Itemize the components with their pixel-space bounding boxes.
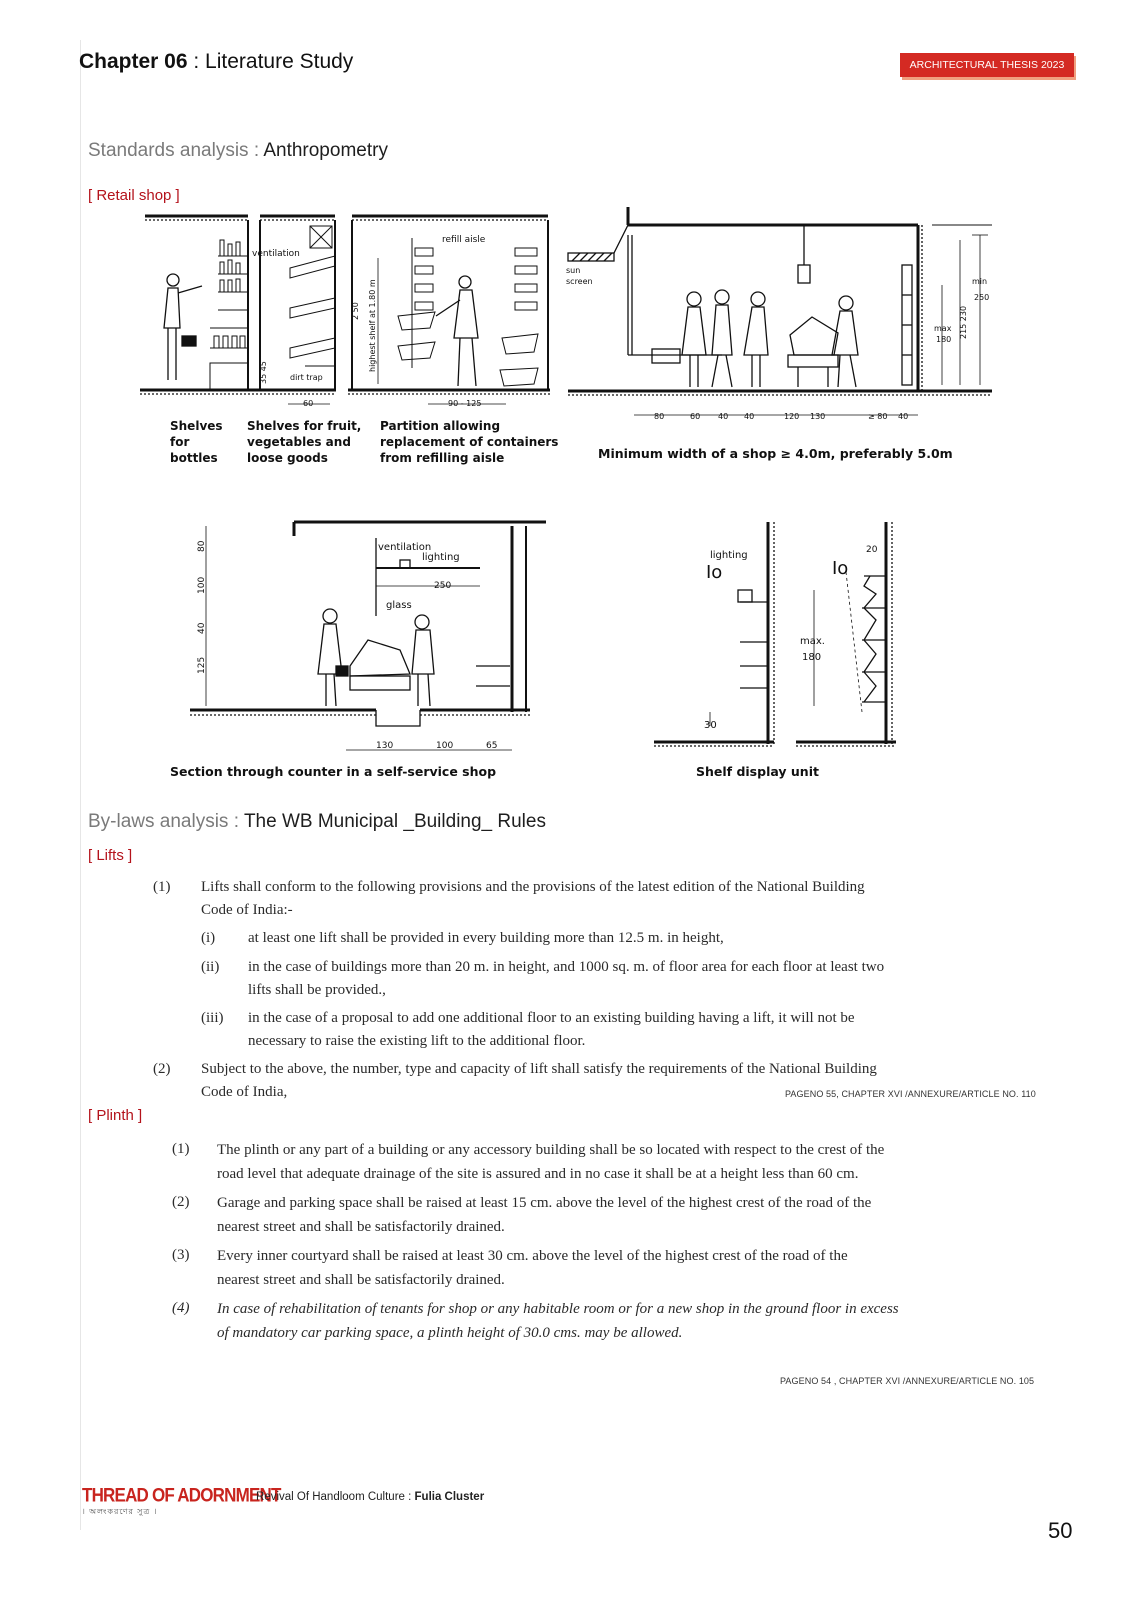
lift-line: Subject to the above, the number, type and capacity of lift shall satisfy the requirements of the National Building — [201, 1061, 877, 1077]
standards-heading — [88, 140, 388, 162]
chapter-title — [79, 50, 353, 74]
label-max-2: max. — [800, 636, 825, 647]
dim-180-2: 180 — [802, 652, 822, 663]
dim-top-4: 120 — [784, 412, 800, 421]
bylaws-label: By-laws analysis : — [88, 811, 244, 832]
page-number: 50 — [1048, 1518, 1073, 1543]
chapter-subtitle: : Literature Study — [187, 50, 354, 73]
dim-sv-0: 80 — [197, 540, 207, 552]
label-ventilation: ventilation — [252, 249, 300, 259]
lift-item — [248, 956, 983, 1002]
plinth-reference: PAGENO 54 , CHAPTER XVI /ANNEXURE/ARTICLE NO. 105 — [780, 1376, 1035, 1386]
label-refill-aisle: refill aisle — [442, 235, 486, 245]
lift-num: (ii) — [201, 959, 220, 975]
lift-line: Code of India, — [201, 1084, 288, 1100]
caption-line: vegetables and — [247, 435, 351, 449]
dim-sv-3: 125 — [197, 656, 207, 674]
lift-num: (i) — [201, 930, 216, 946]
lamp-icon: Io — [706, 562, 723, 583]
label-lighting-2: lighting — [710, 550, 748, 561]
plinth-line: The plinth or any part of a building or any accessory building shall be so located with respect to the crest of the — [217, 1142, 885, 1158]
plinth-line: road level that adequate drainage of the site is assured and in no case it shall be at a height less than 60 cm. — [217, 1166, 859, 1182]
label-max: max — [934, 324, 952, 333]
caption-line: Partition allowing — [380, 419, 501, 433]
lift-line: Lifts shall conform to the following provisions and the provisions of the latest edition of the National Building — [201, 879, 865, 895]
dim-250: 250 — [974, 293, 990, 302]
lifts-reference: PAGENO 55, CHAPTER XVI /ANNEXURE/ARTICLE NO. 110 — [785, 1089, 1036, 1099]
dim-20: 20 — [866, 545, 878, 555]
chapter-number: Chapter 06 — [79, 50, 188, 73]
retail-shop-tag: [ Retail shop ] — [88, 187, 180, 204]
shop-width-figure — [562, 205, 998, 435]
dim-90-125: 90 - 125 — [448, 399, 482, 408]
lift-line: at least one lift shall be provided in every building more than 12.5 m. in height, — [248, 930, 724, 946]
caption-line: from refilling aisle — [380, 451, 505, 465]
dim-215-230: 215 230 — [959, 305, 968, 339]
caption-shelves-fruit — [247, 418, 361, 466]
dim-2-50: 2 50 — [351, 302, 360, 320]
label-glass: glass — [386, 600, 412, 611]
bylaws-heading — [88, 811, 546, 833]
dim-250-2: 250 — [434, 581, 452, 591]
plinth-line: In case of rehabilitation of tenants for shop or any habitable room or for a new shop in the ground floor in excess — [217, 1301, 899, 1317]
standards-topic: Anthropometry — [263, 140, 388, 161]
lift-num: (iii) — [201, 1010, 224, 1026]
caption-line: bottles — [170, 451, 218, 465]
lift-line: lifts shall be provided., — [248, 982, 386, 998]
dim-sh-0: 130 — [376, 741, 394, 751]
dim-top-0: 80 — [654, 412, 665, 421]
dim-30: 30 — [704, 720, 717, 731]
plinth-line: nearest street and shall be satisfactorily drained. — [217, 1219, 505, 1235]
dim-top-2: 40 — [718, 412, 729, 421]
plinth-line: Garage and parking space shall be raised at least 15 cm. above the level of the highest crest of the road of the — [217, 1195, 872, 1211]
brand-logo: THREAD OF ADORNMENT — [82, 1484, 281, 1506]
plinth-line: nearest street and shall be satisfactorily drained. — [217, 1272, 505, 1288]
dim-180: 180 — [936, 335, 952, 344]
caption-line: loose goods — [247, 451, 328, 465]
counter-section-figure — [190, 516, 550, 756]
lift-item — [201, 876, 981, 922]
caption-line: for — [170, 435, 190, 449]
lift-num: (1) — [153, 879, 171, 895]
plinth-item — [217, 1244, 982, 1292]
lift-line: in the case of buildings more than 20 m. in height, and 1000 sq. m. of floor area for each floor at least two — [248, 959, 885, 975]
dim-60: 60 — [303, 399, 314, 408]
plinth-line: Every inner courtyard shall be raised at least 30 cm. above the level of the highest crest of the road of the — [217, 1248, 848, 1264]
label-highest-shelf: highest shelf at 1.80 m — [368, 279, 377, 372]
dim-top-7: 40 — [898, 412, 909, 421]
dim-top-5: 130 — [810, 412, 826, 421]
lifts-tag: [ Lifts ] — [88, 847, 133, 864]
plinth-num: (3) — [172, 1247, 190, 1263]
caption-shelves-bottles — [170, 418, 223, 466]
plinth-tag: [ Plinth ] — [88, 1107, 143, 1124]
plinth-num: (4) — [172, 1300, 190, 1316]
caption-counter-section: Section through counter in a self-service shop — [170, 764, 497, 779]
caption-line: Shelves — [170, 419, 223, 433]
bylaws-topic: The WB Municipal _Building_ Rules — [243, 811, 546, 832]
footer-tagline — [256, 1491, 484, 1503]
dim-top-1: 60 — [690, 412, 701, 421]
caption-min-width: Minimum width of a shop ≥ 4.0m, preferably 5.0m — [598, 446, 953, 461]
plinth-num: (1) — [172, 1141, 190, 1157]
plinth-item — [217, 1138, 982, 1186]
label-dirt-trap: dirt trap — [290, 373, 323, 382]
lift-item — [248, 927, 983, 950]
dim-sv-2: 40 — [197, 622, 207, 634]
lift-line: Code of India:- — [201, 902, 293, 918]
caption-line: replacement of containers — [380, 435, 559, 449]
caption-line: Shelves for fruit, — [247, 419, 362, 433]
label-sun: sun — [566, 266, 581, 275]
plinth-num: (2) — [172, 1194, 190, 1210]
label-lighting: lighting — [422, 552, 460, 563]
lift-num: (2) — [153, 1061, 171, 1077]
label-screen: screen — [566, 277, 593, 286]
plinth-line: of mandatory car parking space, a plinth height of 30.0 cms. may be allowed. — [217, 1325, 683, 1341]
caption-partition — [380, 418, 558, 466]
shelf-sketches-figure — [140, 208, 560, 413]
dim-35-45: 35 45 — [259, 361, 268, 384]
dim-sh-1: 100 — [436, 741, 454, 751]
dim-top-3: 40 — [744, 412, 755, 421]
label-min: min — [972, 277, 988, 286]
lift-item — [248, 1007, 983, 1053]
tagline-cluster: Fulia Cluster — [414, 1491, 485, 1503]
lamp-icon: Io — [832, 558, 849, 579]
dim-sh-2: 65 — [486, 741, 498, 751]
dim-sv-1: 100 — [197, 576, 207, 594]
standards-label: Standards analysis : — [88, 140, 264, 161]
thesis-badge: ARCHITECTURAL THESIS 2023 — [900, 53, 1074, 77]
margin-rule — [80, 40, 81, 1530]
label-ventilation-2: ventilation — [378, 542, 432, 553]
dim-top-6: ≥ 80 — [868, 412, 888, 421]
lift-line: in the case of a proposal to add one additional floor to an existing building having a lift, it will not be — [248, 1010, 855, 1026]
caption-shelf-display: Shelf display unit — [696, 764, 819, 779]
brand-subtitle: । অলংকরণের সুত্র । — [82, 1507, 158, 1516]
tagline-text: Revival Of Handloom Culture : — [256, 1491, 415, 1503]
shelf-display-figure — [650, 516, 902, 756]
plinth-item — [217, 1297, 982, 1345]
plinth-item — [217, 1191, 982, 1239]
lift-line: necessary to raise the existing lift to the additional floor. — [248, 1033, 586, 1049]
